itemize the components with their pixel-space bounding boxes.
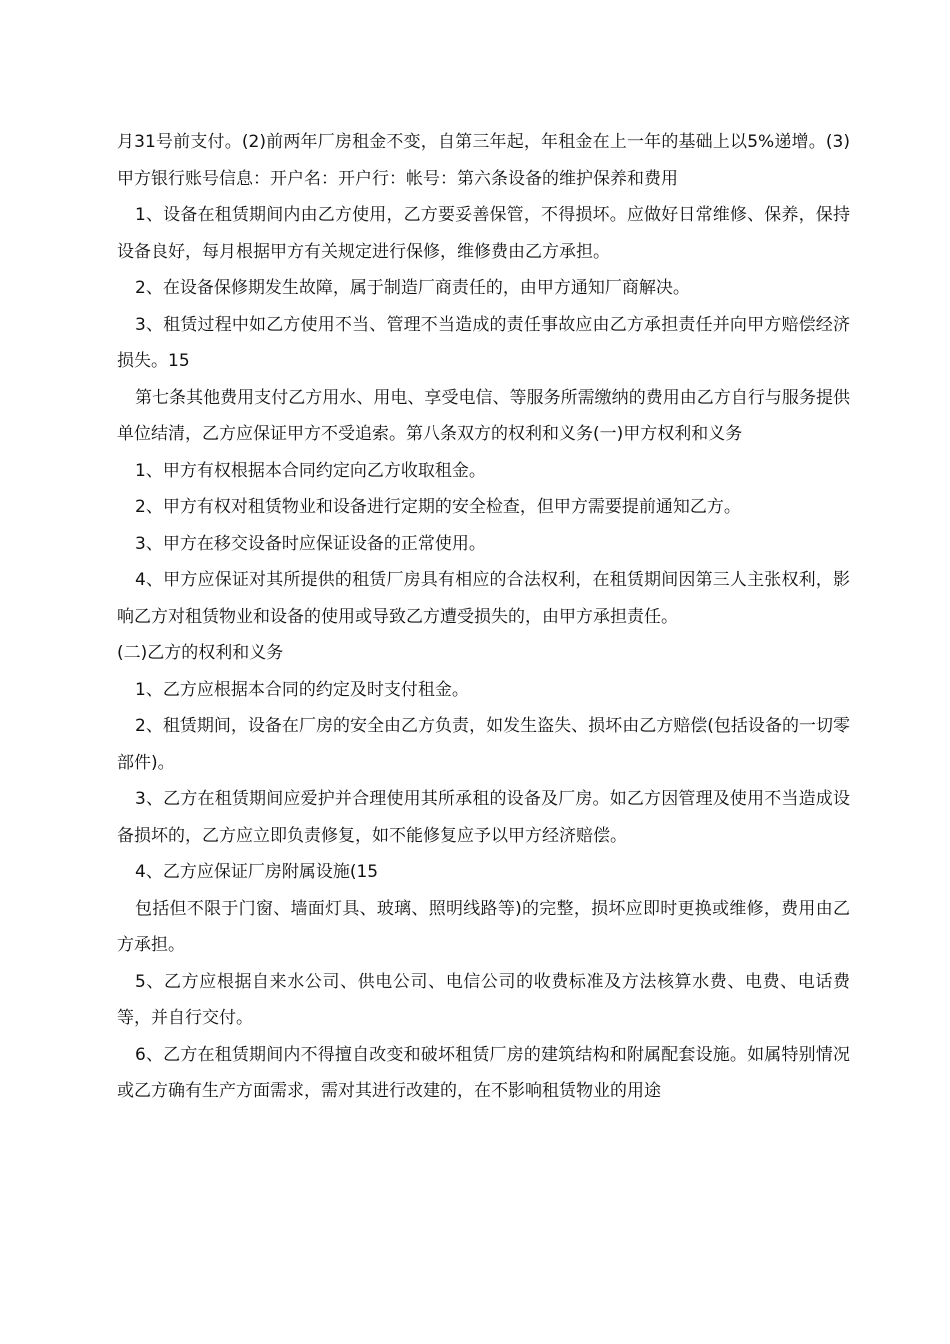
paragraph: 4、乙方应保证厂房附属设施(15 xyxy=(135,862,379,882)
paragraph: 1、乙方应根据本合同的约定及时支付租金。 xyxy=(135,679,469,700)
document-page xyxy=(117,124,850,1110)
paragraph: 月31号前支付。(2)前两年厂房租金不变，自第三年起，年租金在上一年的基础上以5%递增。(3)甲方银行账号信息：开户名：开户行：帐号：第六条设备的维护保养和费用 xyxy=(117,132,850,189)
paragraph: 2、租赁期间，设备在厂房的安全由乙方负责，如发生盗失、损坏由乙方赔偿(包括设备的一切零部件)。 xyxy=(117,716,850,773)
paragraph: 4、甲方应保证对其所提供的租赁厂房具有相应的合法权利，在租赁期间因第三人主张权利，影响乙方对租赁物业和设备的使用或导致乙方遭受损失的，由甲方承担责任。 xyxy=(117,570,850,627)
paragraph: 1、甲方有权根据本合同约定向乙方收取租金。 xyxy=(135,460,486,481)
paragraph: 6、乙方在租赁期间内不得擅自改变和破坏租赁厂房的建筑结构和附属配套设施。如属特别情况或乙方确有生产方面需求，需对其进行改建的，在不影响租赁物业的用途 xyxy=(117,1044,850,1101)
paragraph: 2、甲方有权对租赁物业和设备进行定期的安全检查，但甲方需要提前通知乙方。 xyxy=(135,497,741,517)
paragraph: 第七条其他费用支付乙方用水、用电、享受电信、等服务所需缴纳的费用由乙方自行与服务提供单位结清，乙方应保证甲方不受追索。第八条双方的权利和义务(一)甲方权利和义务 xyxy=(117,387,850,444)
paragraph: 包括但不限于门窗、墙面灯具、玻璃、照明线路等)的完整，损坏应即时更换或维修，费用由乙方承担。 xyxy=(117,898,850,955)
paragraph: 3、租赁过程中如乙方使用不当、管理不当造成的责任事故应由乙方承担责任并向甲方赔偿经济损失。15 xyxy=(117,314,850,371)
paragraph: 5、乙方应根据自来水公司、供电公司、电信公司的收费标准及方法核算水费、电费、电话费等，并自行交付。 xyxy=(117,971,850,1028)
section-heading: (二)乙方的权利和义务 xyxy=(117,643,284,663)
paragraph: 2、在设备保修期发生故障，属于制造厂商责任的，由甲方通知厂商解决。 xyxy=(135,278,690,298)
paragraph: 3、乙方在租赁期间应爱护并合理使用其所承租的设备及厂房。如乙方因管理及使用不当造成设备损坏的，乙方应立即负责修复，如不能修复应予以甲方经济赔偿。 xyxy=(117,789,850,846)
paragraph: 3、甲方在移交设备时应保证设备的正常使用。 xyxy=(135,533,486,554)
paragraph: 1、设备在租赁期间内由乙方使用，乙方要妥善保管，不得损坏。应做好日常维修、保养，保持设备良好，每月根据甲方有关规定进行保修，维修费由乙方承担。 xyxy=(117,205,850,262)
